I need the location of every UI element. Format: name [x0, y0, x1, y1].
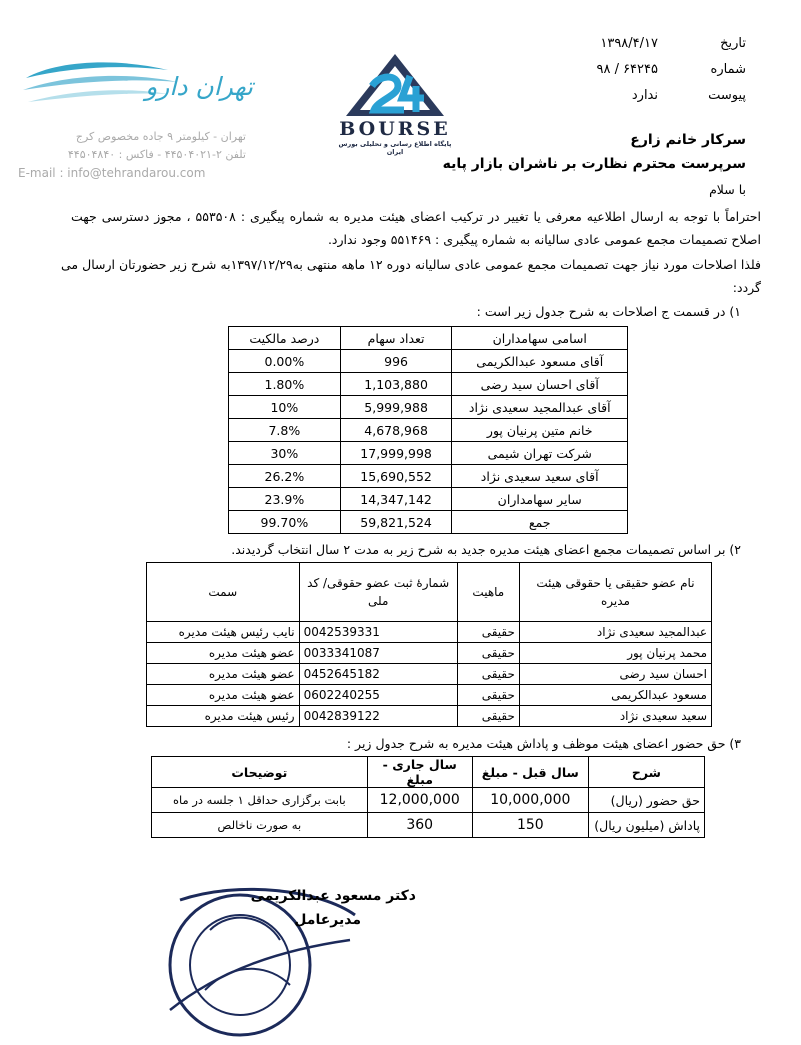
table-row — [152, 813, 705, 838]
date-row — [546, 36, 746, 58]
table-row — [229, 488, 628, 511]
table-total-row — [229, 511, 628, 534]
member-position: عضو هیئت مدیره — [147, 685, 300, 706]
table-row — [229, 442, 628, 465]
number-label: شماره — [710, 62, 746, 77]
company-email: E-mail : info@tehrandarou.com — [18, 166, 206, 180]
share-count: 1,103,880 — [340, 373, 452, 396]
member-type: حقیقی — [457, 664, 519, 685]
attachment-row — [546, 88, 746, 110]
date-label: تاریخ — [720, 36, 746, 51]
column-header: تعداد سهام — [340, 327, 452, 350]
recipient-title: سرپرست محترم نظارت بر ناشران بازار پایه — [442, 156, 746, 172]
total-ownership-percent: 99.70% — [229, 511, 341, 534]
member-type: حقیقی — [457, 685, 519, 706]
member-name: محمد پرنیان پور — [519, 643, 711, 664]
share-count: 5,999,988 — [340, 396, 452, 419]
ownership-percent: 23.9% — [229, 488, 341, 511]
shareholders-table — [228, 326, 628, 534]
table-row — [229, 396, 628, 419]
previous-year-amount: 10,000,000 — [472, 788, 588, 813]
table-row — [147, 685, 712, 706]
number-value: ۹۸ / ۶۴۲۴۵ — [596, 62, 658, 77]
recipient-name: سرکار خانم زارع — [630, 132, 746, 148]
description-label: پاداش (میلیون ریال) — [588, 813, 704, 838]
attachment-label: پیوست — [708, 88, 746, 103]
ownership-percent: 10% — [229, 396, 341, 419]
table-row — [147, 664, 712, 685]
signer-title: مدیرعامل — [294, 912, 361, 928]
bourse-triangle-icon — [332, 52, 458, 118]
current-year-amount: 360 — [367, 813, 472, 838]
column-header: شمارهٔ ثبت عضو حقوقی/ کد ملی — [299, 563, 457, 622]
bourse-subtitle: پایگاه اطلاع رسانی و تحلیلی بورس ایران — [338, 140, 452, 156]
member-type: حقیقی — [457, 706, 519, 727]
greeting: با سلام — [709, 182, 746, 197]
item1-heading: ۱) در قسمت ج اصلاحات به شرح جدول زیر است : — [476, 304, 741, 319]
table-header-row — [229, 327, 628, 350]
item3-heading: ۳) حق حضور اعضای هیئت موظف و پاداش هیئت مدیره به شرح جدول زیر : — [346, 736, 741, 751]
national-code: 0033341087 — [299, 643, 457, 664]
column-header: ماهیت — [457, 563, 519, 622]
column-header: سمت — [147, 563, 300, 622]
column-header: نام عضو حقیقی یا حقوقی هیئت مدیره — [519, 563, 711, 622]
body-paragraph-1: احتراماً با توجه به ارسال اطلاعیه معرفی یا تغییر در ترکیب اعضای هیئت مدیره به شماره پیگیری : ۵۵۳۵۰۸ ، مجوز دسترسی جهت اصلاح تصمیمات مجمع عمومی عادی سالیانه به شماره پیگیری : ۵۵۱۴۶۹ وجود ندارد. — [71, 209, 761, 247]
column-header: درصد مالکیت — [229, 327, 341, 350]
shareholder-name: آقای سعید سعیدی نژاد — [452, 465, 628, 488]
current-year-amount: 12,000,000 — [367, 788, 472, 813]
share-count: 17,999,998 — [340, 442, 452, 465]
shareholder-name: آقای عبدالمجید سعیدی نژاد — [452, 396, 628, 419]
member-name: مسعود عبدالکریمی — [519, 685, 711, 706]
member-name: سعید سعیدی نژاد — [519, 706, 711, 727]
shareholder-name: خانم متین پرنیان پور — [452, 419, 628, 442]
column-header: سال جاری - مبلغ — [367, 757, 472, 788]
total-label: جمع — [452, 511, 628, 534]
member-name: عبدالمجید سعیدی نژاد — [519, 622, 711, 643]
member-type: حقیقی — [457, 643, 519, 664]
previous-year-amount: 150 — [472, 813, 588, 838]
national-code: 0042539331 — [299, 622, 457, 643]
member-position: رئیس هیئت مدیره — [147, 706, 300, 727]
national-code: 0602240255 — [299, 685, 457, 706]
ownership-percent: 26.2% — [229, 465, 341, 488]
table-row — [147, 706, 712, 727]
table-row — [147, 643, 712, 664]
bourse-logo — [332, 52, 458, 156]
date-value: ۱۳۹۸/۴/۱۷ — [600, 36, 658, 51]
table-row — [229, 419, 628, 442]
table-header-row — [152, 757, 705, 788]
national-code: 0452645182 — [299, 664, 457, 685]
share-count: 14,347,142 — [340, 488, 452, 511]
column-header: شرح — [588, 757, 704, 788]
member-position: عضو هیئت مدیره — [147, 643, 300, 664]
member-position: عضو هیئت مدیره — [147, 664, 300, 685]
bourse-word: BOURSE — [339, 118, 451, 140]
notes: به صورت ناخالص — [152, 813, 368, 838]
share-count: 15,690,552 — [340, 465, 452, 488]
company-name: تهران دارو — [145, 72, 253, 101]
table-row — [229, 373, 628, 396]
member-type: حقیقی — [457, 622, 519, 643]
total-share-count: 59,821,524 — [340, 511, 452, 534]
national-code: 0042839122 — [299, 706, 457, 727]
member-name: احسان سید رضی — [519, 664, 711, 685]
compensation-table — [151, 756, 705, 838]
attachment-value: ندارد — [631, 88, 658, 103]
table-row — [152, 788, 705, 813]
signer-name: دکتر مسعود عبدالکریمی — [250, 888, 416, 904]
column-header: اسامی سهامداران — [452, 327, 628, 350]
shareholder-name: آقای مسعود عبدالکریمی — [452, 350, 628, 373]
description-label: حق حضور (ریال) — [588, 788, 704, 813]
shareholder-name: سایر سهامداران — [452, 488, 628, 511]
column-header: توضیحات — [152, 757, 368, 788]
shareholder-name: آقای احسان سید رضی — [452, 373, 628, 396]
company-phone-fax: تلفن ۲-۴۴۵۰۴۰۲۱ - فاکس : ۴۴۵۰۴۸۴۰ — [67, 148, 246, 161]
ownership-percent: 1.80% — [229, 373, 341, 396]
ownership-percent: 7.8% — [229, 419, 341, 442]
shareholder-name: شرکت تهران شیمی — [452, 442, 628, 465]
board-members-table — [146, 562, 712, 727]
share-count: 4,678,968 — [340, 419, 452, 442]
member-position: نایب رئیس هیئت مدیره — [147, 622, 300, 643]
table-row — [229, 350, 628, 373]
share-count: 996 — [340, 350, 452, 373]
ownership-percent: 0.00% — [229, 350, 341, 373]
company-logo — [18, 58, 253, 128]
table-row — [229, 465, 628, 488]
number-row — [546, 62, 746, 84]
table-row — [147, 622, 712, 643]
column-header: سال قبل - مبلغ — [472, 757, 588, 788]
company-address: تهران - کیلومتر ۹ جاده مخصوص کرج — [75, 130, 246, 143]
notes: بابت برگزاری حداقل ۱ جلسه در ماه — [152, 788, 368, 813]
table-header-row — [147, 563, 712, 622]
body-paragraph-2: فلذا اصلاحات مورد نیاز جهت تصمیمات مجمع عمومی عادی سالیانه دوره ۱۲ ماهه منتهی به۱۳۹۷/۱۲/۲۹به شرح زیر حضورتان ارسال می گردد: — [61, 257, 761, 295]
ownership-percent: 30% — [229, 442, 341, 465]
item2-heading: ۲) بر اساس تصمیمات مجمع اعضای هیئت مدیره جدید به شرح زیر به مدت ۲ سال انتخاب گردیدند. — [231, 542, 741, 557]
